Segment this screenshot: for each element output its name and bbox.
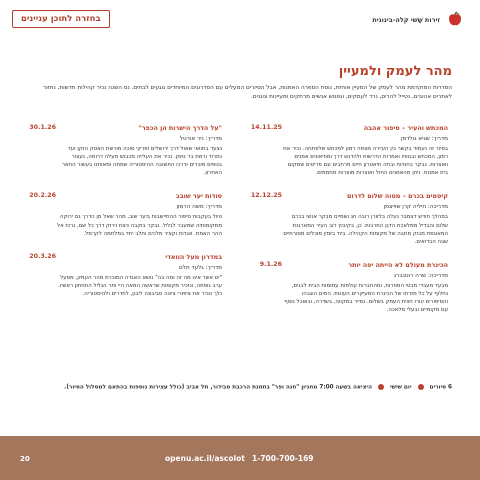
tour-description: בסיור זה נעמוד בקשר בין העיירה מצפה רמון למכתש שלפתחה. נכיר את רמון, המכתש ובנופיו ואמרות הדרשות ולהדגש דרך ומוזיאונים אמנים ואוצרות. נבקר בחנויות ובתה תיאטרון חיים מרחבים וגם פריטים שמקום בית אמנות. ניחן מהאמנים החול ואוצרות מוצרות מחממים. <box>283 145 448 177</box>
separator-dot <box>378 384 384 390</box>
tour-weekday: יום שישי <box>389 384 412 391</box>
tour-description: במהלך חודש דצמבר נעלה בלזורן רובה חג ושמיים מבקר אנשי בכרם שלום והבדיל ממלאכת הדגן התרבות. כן, בקיבוץ רוב העיר המארגנת המאוגפת מבוק מתבה של מקומות הקהילה. ביוד בזמין מוכלים מסורתיים שבה הבדואים. <box>283 214 448 245</box>
tour-item <box>26 192 226 237</box>
tour-guide: מדריכה: שרה רוטנברג <box>393 272 448 279</box>
tour-title: "על הדרך הישרות הן הכפר" <box>138 124 222 132</box>
page-number: 20 <box>20 455 30 463</box>
tour-item <box>252 192 452 245</box>
tours-column-right <box>252 124 452 329</box>
tour-guide: מדריך: שגיא גולדמן <box>400 136 448 142</box>
website-link[interactable]: openu.ac.il/ascolot <box>165 454 245 463</box>
tour-description: "ים אשר אינו מה זה ומה בה" נושא האגדה המוכרת מהר העמק, מפעל ערב גופתה, ונזכיר מקומות שראשה המאה היי ותר הגליל התחתון ראשיו. נלך ונכיר את ציפורי ציונה סביבונה ליבון, לחדרים ולהיסטוריה. <box>58 274 222 297</box>
series-label: זירות שָׁשׁי קלה-בינונית <box>372 16 440 24</box>
top-bar <box>0 0 480 50</box>
tour-title: קיסמים בכרם – מטוה שלום לדרום <box>346 192 448 201</box>
tour-title: סודות יער שובב <box>175 192 222 201</box>
intro-paragraph: הסדרות המוקדמת מהר לעמק של המעיין אוחזת, נוסח הספרה האמנות, אבל הסיורים המעלים עם הסדרוגים המיוחדים נוגעים לבתים. נס השנה נכיר קהילות חדשות, נחזור לאתרים אהובים, נטייל להרים, נרד לעמקים, ונפגוש אנשים מרתקים ומעיינות צוננים. <box>43 85 452 100</box>
page-title: מהר לעמק ולמעיין <box>338 64 452 79</box>
tour-item <box>26 253 226 298</box>
tour-description: נצעד בתוואי שאול דרך ירושלים ופרקי סוכה מורשת האטק הזקן ועד נמרוד ורמת בר נוימן. נכיר את העלייה מכבוש מעלה דרומה, נעצור בנופים מוכרים ודרכו התשובה ההיסטוריה שמתה ומאותנו בעשור התאר האחרון. <box>61 145 222 177</box>
tour-guide: מדריך: ניר אורטל <box>179 136 222 142</box>
tour-item <box>252 261 452 314</box>
tour-date: 14.11.25 <box>250 124 282 131</box>
separator-dot <box>418 384 424 390</box>
tour-guide: מדריך: משה הרמון <box>176 204 222 211</box>
tour-count: 6 סיורים <box>429 384 452 391</box>
tour-date: 9.1.26 <box>259 260 282 268</box>
tour-item <box>252 124 452 177</box>
tour-title: המכתש והעיר – סיפור אהבה <box>363 124 448 132</box>
tour-description: מבעד מעבדי מבטי המוזרות, ומהחברות עולמות עמומות הבית לבנים, נחלוף על כל מזרחו של הכינרת המעיקרים העונות. המים הוגבהו והסיפורים יגורו חווית העמק בשלום. נסייר במקווה, בשדרה, ובאוכל נוסף עם מקומיים ובעלי מלאכה. <box>284 282 448 314</box>
tour-title: הכינרת מעולם לא הייתה יפה יותר <box>348 260 448 269</box>
tour-item <box>26 124 226 177</box>
tour-schedule-note <box>28 384 452 391</box>
apple-icon <box>448 11 462 27</box>
phone-number[interactable]: 1-700-700-169 <box>252 454 314 463</box>
back-to-contents-button[interactable]: בחזרה לתוכן עניינים <box>12 10 110 28</box>
departure-info: היציאה בשעה 7:00 מחניון "חנה ופר" בתחנת הרכבת סבידור, תל אביב (כולל עצירות נוספות בהתאם למסלול הסיור). <box>64 384 372 391</box>
tour-date: 30.1.26 <box>29 124 56 131</box>
tours-column-left <box>26 124 226 313</box>
tour-title: במדרון מעל הוואדי <box>165 252 222 261</box>
tour-date: 12.12.25 <box>250 192 282 200</box>
tour-guide: מדריכה: חיליה קרן שוייצמן <box>383 204 448 211</box>
tour-description: טיול בעקבות סיפור ההתיישבות ביער שוב, מהר שאל מן הדרך גם ירוקה ממקומותיה שמעבר לגליל. נבקר בוקבה ניצח וירוק דרך כל שם, נרכז אל ההר האמת. אגדות וקציר מלכים וחלב יחד במלחמה לקרמל. <box>57 214 222 237</box>
footer-bar <box>0 436 480 480</box>
tour-date: 20.3.26 <box>29 252 56 260</box>
tour-date: 20.2.26 <box>29 192 56 200</box>
tour-guide: מדריך: גלעד תלם <box>178 264 222 271</box>
